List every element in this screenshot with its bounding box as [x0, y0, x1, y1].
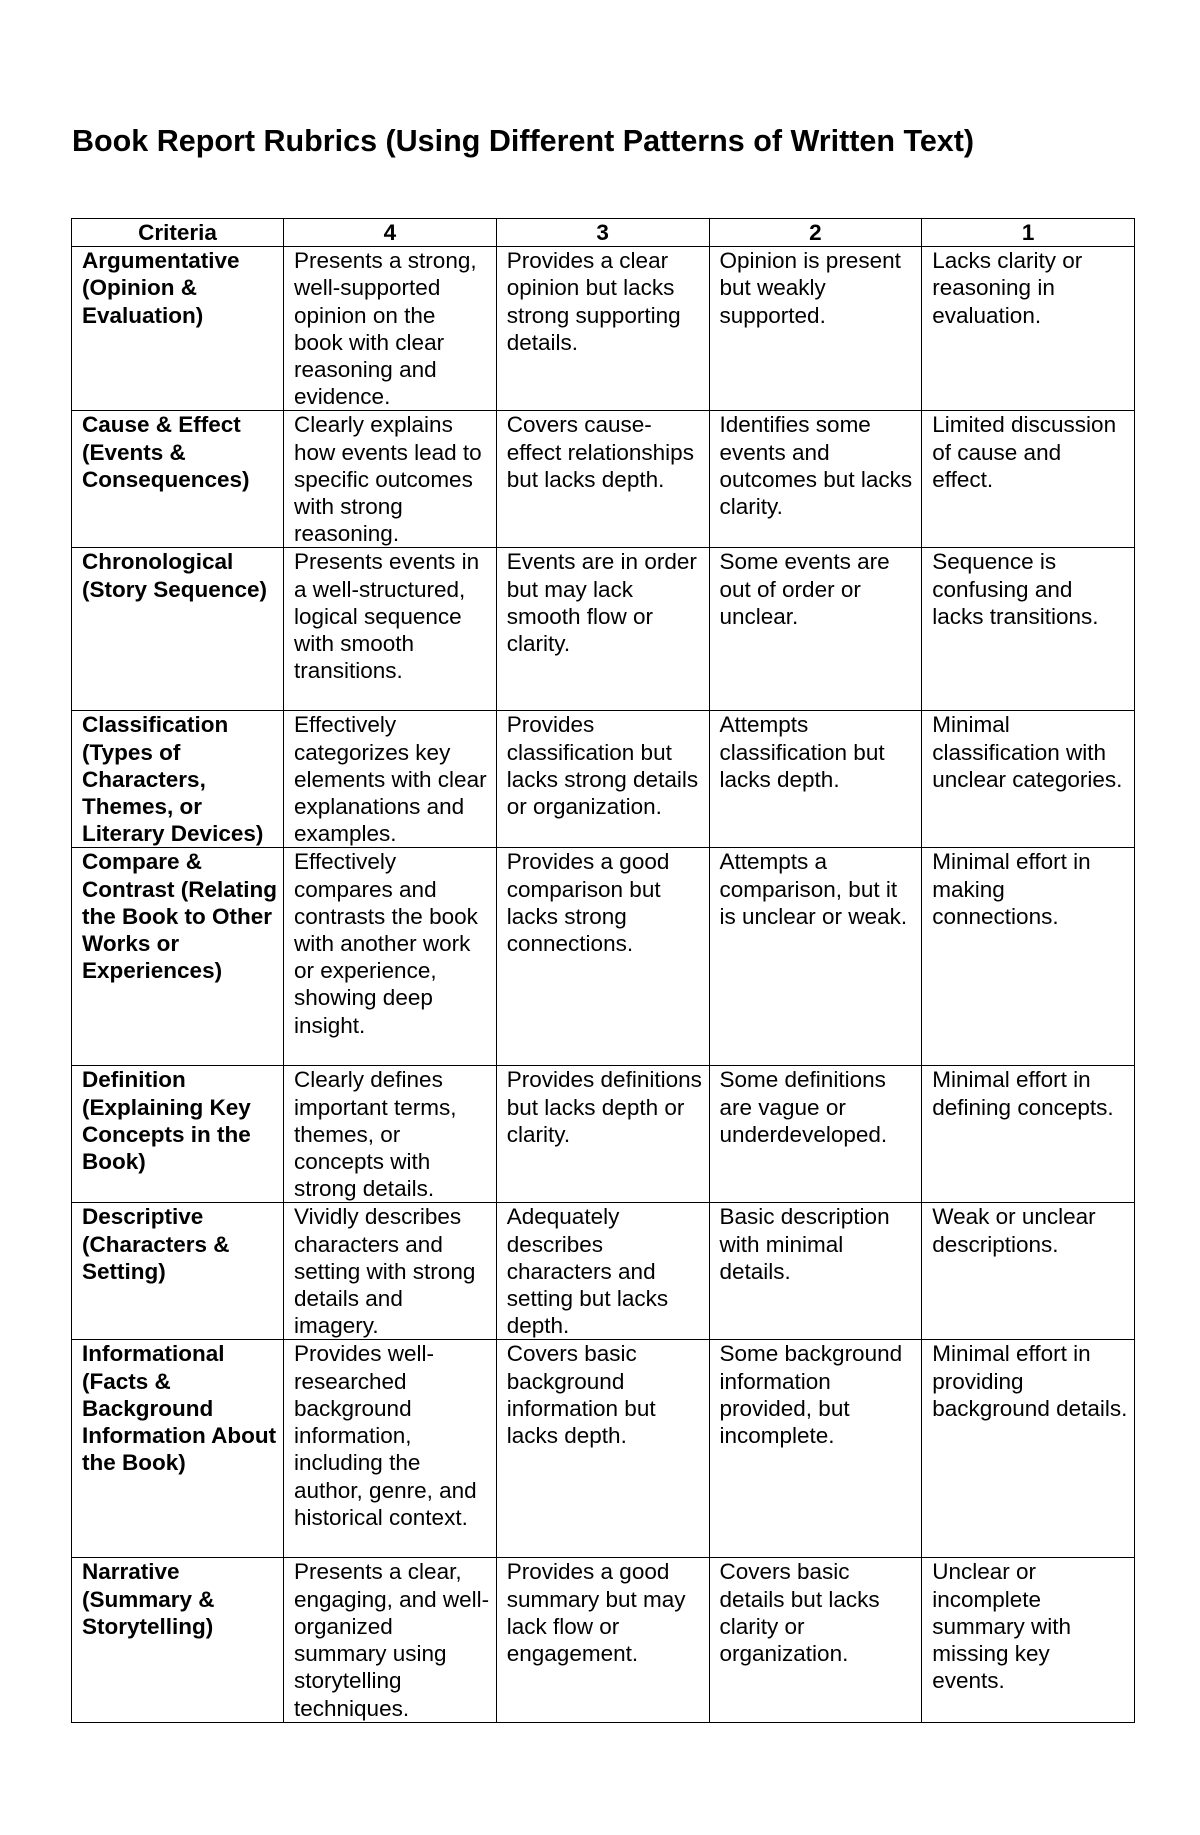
table-row [72, 848, 1135, 1066]
score-1-cell: Minimal effort in making connections. [922, 848, 1135, 1066]
header-score-2: 2 [709, 219, 922, 247]
rubric-table [71, 218, 1135, 1723]
score-4-cell: Vividly describes characters and setting with strong details and imagery. [284, 1203, 497, 1340]
table-row [72, 247, 1135, 411]
score-1-cell: Weak or unclear descriptions. [922, 1203, 1135, 1340]
criteria-cell: Informational (Facts & Background Information About the Book) [72, 1340, 284, 1558]
score-4-cell: Effectively categorizes key elements with clear explanations and examples. [284, 711, 497, 848]
score-2-cell: Basic description with minimal details. [709, 1203, 922, 1340]
score-4-cell: Clearly defines important terms, themes, or concepts with strong details. [284, 1066, 497, 1203]
score-3-cell: Provides a good comparison but lacks strong connections. [496, 848, 709, 1066]
criteria-cell: Chronological (Story Sequence) [72, 548, 284, 711]
header-criteria: Criteria [72, 219, 284, 247]
score-3-cell: Provides definitions but lacks depth or clarity. [496, 1066, 709, 1203]
score-3-cell: Adequately describes characters and setting but lacks depth. [496, 1203, 709, 1340]
score-1-cell: Sequence is confusing and lacks transitions. [922, 548, 1135, 711]
criteria-cell: Narrative (Summary & Storytelling) [72, 1558, 284, 1722]
score-4-cell: Presents a strong, well-supported opinion on the book with clear reasoning and evidence. [284, 247, 497, 411]
score-3-cell: Provides classification but lacks strong details or organization. [496, 711, 709, 848]
score-1-cell: Minimal effort in defining concepts. [922, 1066, 1135, 1203]
score-1-cell: Minimal effort in providing background details. [922, 1340, 1135, 1558]
score-3-cell: Covers cause-effect relationships but lacks depth. [496, 411, 709, 548]
score-3-cell: Provides a clear opinion but lacks strong supporting details. [496, 247, 709, 411]
score-2-cell: Some background information provided, but incomplete. [709, 1340, 922, 1558]
criteria-cell: Argumentative (Opinion & Evaluation) [72, 247, 284, 411]
table-row [72, 1203, 1135, 1340]
score-3-cell: Events are in order but may lack smooth flow or clarity. [496, 548, 709, 711]
header-score-4: 4 [284, 219, 497, 247]
table-row [72, 1066, 1135, 1203]
score-4-cell: Provides well-researched background information, including the author, genre, and historical context. [284, 1340, 497, 1558]
criteria-cell: Classification (Types of Characters, Themes, or Literary Devices) [72, 711, 284, 848]
score-3-cell: Covers basic background information but lacks depth. [496, 1340, 709, 1558]
criteria-cell: Definition (Explaining Key Concepts in the Book) [72, 1066, 284, 1203]
score-1-cell: Lacks clarity or reasoning in evaluation. [922, 247, 1135, 411]
score-4-cell: Presents a clear, engaging, and well-organized summary using storytelling techniques. [284, 1558, 497, 1722]
header-score-1: 1 [922, 219, 1135, 247]
score-1-cell: Limited discussion of cause and effect. [922, 411, 1135, 548]
table-row [72, 411, 1135, 548]
header-score-3: 3 [496, 219, 709, 247]
table-row [72, 548, 1135, 711]
table-row [72, 711, 1135, 848]
score-2-cell: Some definitions are vague or underdeveloped. [709, 1066, 922, 1203]
score-4-cell: Effectively compares and contrasts the book with another work or experience, showing deep insight. [284, 848, 497, 1066]
score-2-cell: Identifies some events and outcomes but lacks clarity. [709, 411, 922, 548]
score-2-cell: Covers basic details but lacks clarity or organization. [709, 1558, 922, 1722]
criteria-cell: Cause & Effect (Events & Consequences) [72, 411, 284, 548]
score-4-cell: Presents events in a well-structured, logical sequence with smooth transitions. [284, 548, 497, 711]
table-row [72, 1558, 1135, 1722]
score-2-cell: Opinion is present but weakly supported. [709, 247, 922, 411]
score-2-cell: Some events are out of order or unclear. [709, 548, 922, 711]
score-4-cell: Clearly explains how events lead to specific outcomes with strong reasoning. [284, 411, 497, 548]
score-3-cell: Provides a good summary but may lack flow or engagement. [496, 1558, 709, 1722]
page-title: Book Report Rubrics (Using Different Patterns of Written Text) [72, 124, 975, 158]
score-1-cell: Unclear or incomplete summary with missing key events. [922, 1558, 1135, 1722]
criteria-cell: Compare & Contrast (Relating the Book to Other Works or Experiences) [72, 848, 284, 1066]
score-1-cell: Minimal classification with unclear categories. [922, 711, 1135, 848]
header-row [72, 219, 1135, 247]
criteria-cell: Descriptive (Characters & Setting) [72, 1203, 284, 1340]
table-row [72, 1340, 1135, 1558]
score-2-cell: Attempts classification but lacks depth. [709, 711, 922, 848]
score-2-cell: Attempts a comparison, but it is unclear or weak. [709, 848, 922, 1066]
